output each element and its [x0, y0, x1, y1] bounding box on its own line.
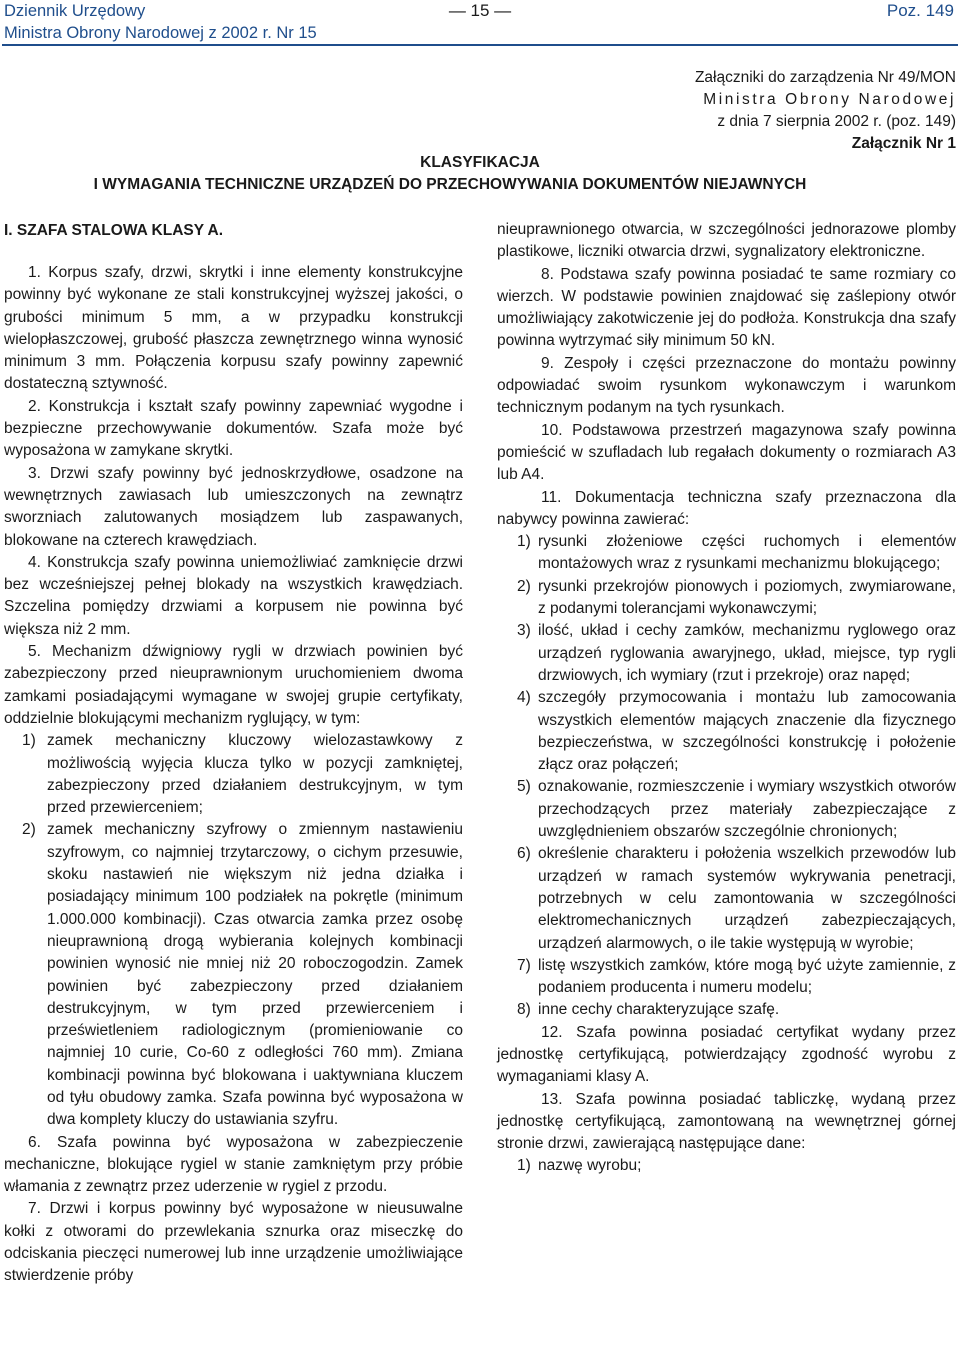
list-item-number: 2)	[22, 821, 36, 839]
paragraph-11: 11. Dokumentacja techniczna szafy przeznaczona dla nabywcy powinna zawierać:	[497, 488, 956, 528]
list-item	[497, 576, 956, 621]
journal-title: Dziennik Urzędowy	[4, 2, 146, 20]
left-column	[4, 262, 463, 1288]
list-item-text: określenie charakteru i położenia wszelkich przewodów lub urządzeń w ramach systemów wykrywania penetracji, potrzebnych w celu zamontowania w szczególności elektromechanicznych urządzeń zabezpieczających, urządzeń alarmowych, o ile takie występują w wyrobie;	[538, 845, 956, 952]
list-item	[4, 819, 463, 1131]
list-item	[497, 999, 956, 1021]
list-item-number: 1)	[517, 1157, 531, 1175]
list-item	[497, 843, 956, 954]
list-item	[497, 531, 956, 576]
list-item-text: szczegóły przymocowania i montażu lub zamocowania wszystkich elementów mających znaczenie dla fizycznego bezpieczeństwa, w szczególności konstrukcję i położenie złącz oraz połączeń;	[538, 689, 956, 774]
document-subtitle: I WYMAGANIA TECHNICZNE URZĄDZEŃ DO PRZECHOWYWANIA DOKUMENTÓW NIEJAWNYCH	[93, 176, 807, 193]
paragraph-8: 8. Podstawa szafy powinna posiadać te same rozmiary co wierzch. W podstawie powinien znajdować się zaślepiony otwór umożliwiający zakotwiczenie jej do podłoża. Konstrukcja dna szafy powinna wytrzymać siły minimum 50 kN.	[497, 265, 956, 350]
paragraph-12: 12. Szafa powinna posiadać certyfikat wydany przez jednostkę certyfikującą, potwierdzający zgodność wyrobu z wymaganiami klasy A.	[497, 1023, 956, 1086]
list-item-text: rysunki przekrojów pionowych i poziomych, zwymiarowane, z podanymi tolerancjami wykonawczymi;	[538, 577, 956, 618]
list-item	[497, 620, 956, 687]
list-item-number: 7)	[517, 956, 531, 974]
attachment-number: Załącznik Nr 1	[851, 135, 956, 152]
position-number: Poz. 149	[886, 1, 954, 20]
list-item	[497, 955, 956, 1000]
list-item-text: ilość, układ i cechy zamków, mechanizmu ryglowego oraz urządzeń ryglowania awaryjnego, układ, miejsce, typ rygli drzwiowych, ich wymiary (rzut i przekroje) oraz napęd;	[538, 622, 956, 684]
paragraph-10: 10. Podstawowa przestrzeń magazynowa szafy powinna pomieścić w szufladach lub regałach dokumenty o rozmiarach A3 lub A4.	[497, 421, 956, 484]
attachment-line-1: Załączniki do zarządzenia Nr 49/MON	[694, 69, 956, 86]
list-item-text: zamek mechaniczny kluczowy wielozastawkowy z możliwością wyjęcia klucza tylko w pozycji zamkniętej, zabezpieczony przed działaniem destrukcyjnym, w tym przed przewierceniem;	[47, 732, 463, 817]
list-item-text: oznakowanie, rozmieszczenie i wymiary wszystkich otworów przechodzących przez materiały zabezpieczające z uwzględnieniem obszarów szczególnie chronionych;	[538, 778, 956, 841]
paragraph-2: 2. Konstrukcja i kształt szafy powinny zapewniać wygodne i bezpieczne przechowywanie dokumentów. Szafa może być wyposażona w zamykane skrytki.	[4, 397, 463, 460]
list-item-number: 2)	[517, 577, 531, 595]
page-number: — 15 —	[448, 1, 512, 20]
list-item-number: 1)	[517, 533, 531, 551]
list-item-number: 3)	[517, 622, 531, 640]
paragraph-9: 9. Zespoły i części przeznaczone do montażu powinny odpowiadać swoim rysunkom wykonawczym i warunkom technicznym podanym na tych rysunkach.	[497, 354, 956, 417]
paragraph-7-continued: nieuprawnionego otwarcia, w szczególności jednorazowe plomby plastikowe, liczniki otwarcia drzwi, sygnalizatory elektroniczne.	[497, 221, 956, 261]
list-item-text: rysunki złożeniowe części ruchomych i elementów montażowych wraz z rysunkami mechanizmu blokującego;	[538, 533, 956, 573]
list-item	[497, 776, 956, 843]
section-heading: I. SZAFA STALOWA KLASY A.	[4, 222, 224, 239]
list-item-text: inne cechy charakteryzujące szafę.	[538, 1001, 780, 1019]
paragraph-6: 6. Szafa powinna być wyposażona w zabezpieczenie mechaniczne, blokujące rygiel w stanie zamkniętym przy próbie włamania z zewnątrz przez uderzenie w rygiel z przodu.	[4, 1133, 463, 1196]
page-header	[0, 0, 960, 44]
list-item	[497, 687, 956, 776]
list-item-text: nazwę wyrobu;	[538, 1157, 642, 1175]
paragraph-7: 7. Drzwi i korpus powinny być wyposażone w nieusuwalne kołki z otworami do przewlekania sznurka oraz miseczkę do odciskania pieczęci numerowej lub inne urządzenie umożliwiające stwierdzenie próby	[4, 1200, 463, 1285]
paragraph-13: 13. Szafa powinna posiadać tabliczkę, wydaną przez jednostkę certyfikującą, zamontowaną na wewnętrznej górnej stronie drzwi, zawierającą następujące dane:	[497, 1090, 956, 1153]
list-item-text: listę wszystkich zamków, które mogą być użyte zamiennie, z podaniem producenta i numeru modelu;	[538, 956, 956, 997]
header-rule	[2, 44, 958, 46]
paragraph-4: 4. Konstrukcja szafy powinna uniemożliwiać zamknięcie drzwi bez wcześniejszej pełnej blokady na wszystkich krawędziach. Szczelina pomiędzy drzwiami a korpusem nie powinna być większa niż 2 mm.	[4, 553, 463, 638]
list-item-number: 8)	[517, 1001, 531, 1019]
document-title: KLASYFIKACJA	[420, 154, 540, 171]
paragraph-1: 1. Korpus szafy, drzwi, skrytki i inne elementy konstrukcyjne powinny być wykonane ze stali konstrukcyjnej wyższej jakości, o grubości minimum 5 mm, a w przypadku konstrukcji wielopłaszczowej, grubość płaszcza zewnętrznego winna wynosić minimum 3 mm. Połączenia korpusu szafy powinny zapewnić dostateczną sztywność.	[4, 264, 463, 393]
list-item-number: 1)	[22, 732, 36, 750]
attachment-line-2: Ministra Obrony Narodowej	[703, 91, 956, 108]
list-item-number: 4)	[517, 689, 531, 707]
list-item	[497, 1155, 956, 1177]
list-item-text: zamek mechaniczny szyfrowy o zmiennym nastawieniu szyfrowym, co najmniej trzytarczowy, o cichym przesuwie, skoku nastawień nie większym niż jedna działka i posiadający minimum 100 podziałek na pokrętle (minimum 1.000.000 kombinacji). Czas otwarcia zamka przez osobę nieuprawnioną drogą wybierania kolejnych kombinacji powinien wynosić nie mniej niż 20 roboczogodzin. Zamek powinien być zabezpieczony przed działaniem destrukcyjnym, w tym przed przewierceniem i prześwietleniem radiologicznym (promieniowanie co najmniej 10 curie, Co-60 z odległości 760 mm). Zmiana kombinacji powinna być blokowana i uaktywniana kluczem od tyłu obudowy zamka. Szafa powinna być wyposażona w dwa komplety kluczy do ustawiania szyfru.	[47, 821, 463, 1129]
paragraph-3: 3. Drzwi szafy powinny być jednoskrzydłowe, osadzone na wewnętrznych zawiasach lub umieszczonych na zewnątrz sworzniach zalutowanych mosiądzem lub zaspawanych, blokowane na czterech krawędziach.	[4, 464, 463, 549]
paragraph-5: 5. Mechanizm dźwigniowy rygli w drzwiach powinien być zabezpieczony przed nieuprawnionym uruchomieniem dwoma zamkami posiadającymi wymagane w swojej grupie certyfikaty, oddzielnie blokującymi mechanizm ryglujący, w tym:	[4, 643, 463, 727]
attachment-block	[695, 67, 956, 155]
list-item-number: 6)	[517, 845, 531, 863]
right-column	[497, 219, 956, 1178]
list-item-number: 5)	[517, 778, 531, 796]
journal-ministry: Ministra Obrony Narodowej z 2002 r. Nr 15	[4, 24, 317, 42]
attachment-line-3: z dnia 7 sierpnia 2002 r. (poz. 149)	[717, 113, 956, 130]
list-item	[4, 730, 463, 819]
